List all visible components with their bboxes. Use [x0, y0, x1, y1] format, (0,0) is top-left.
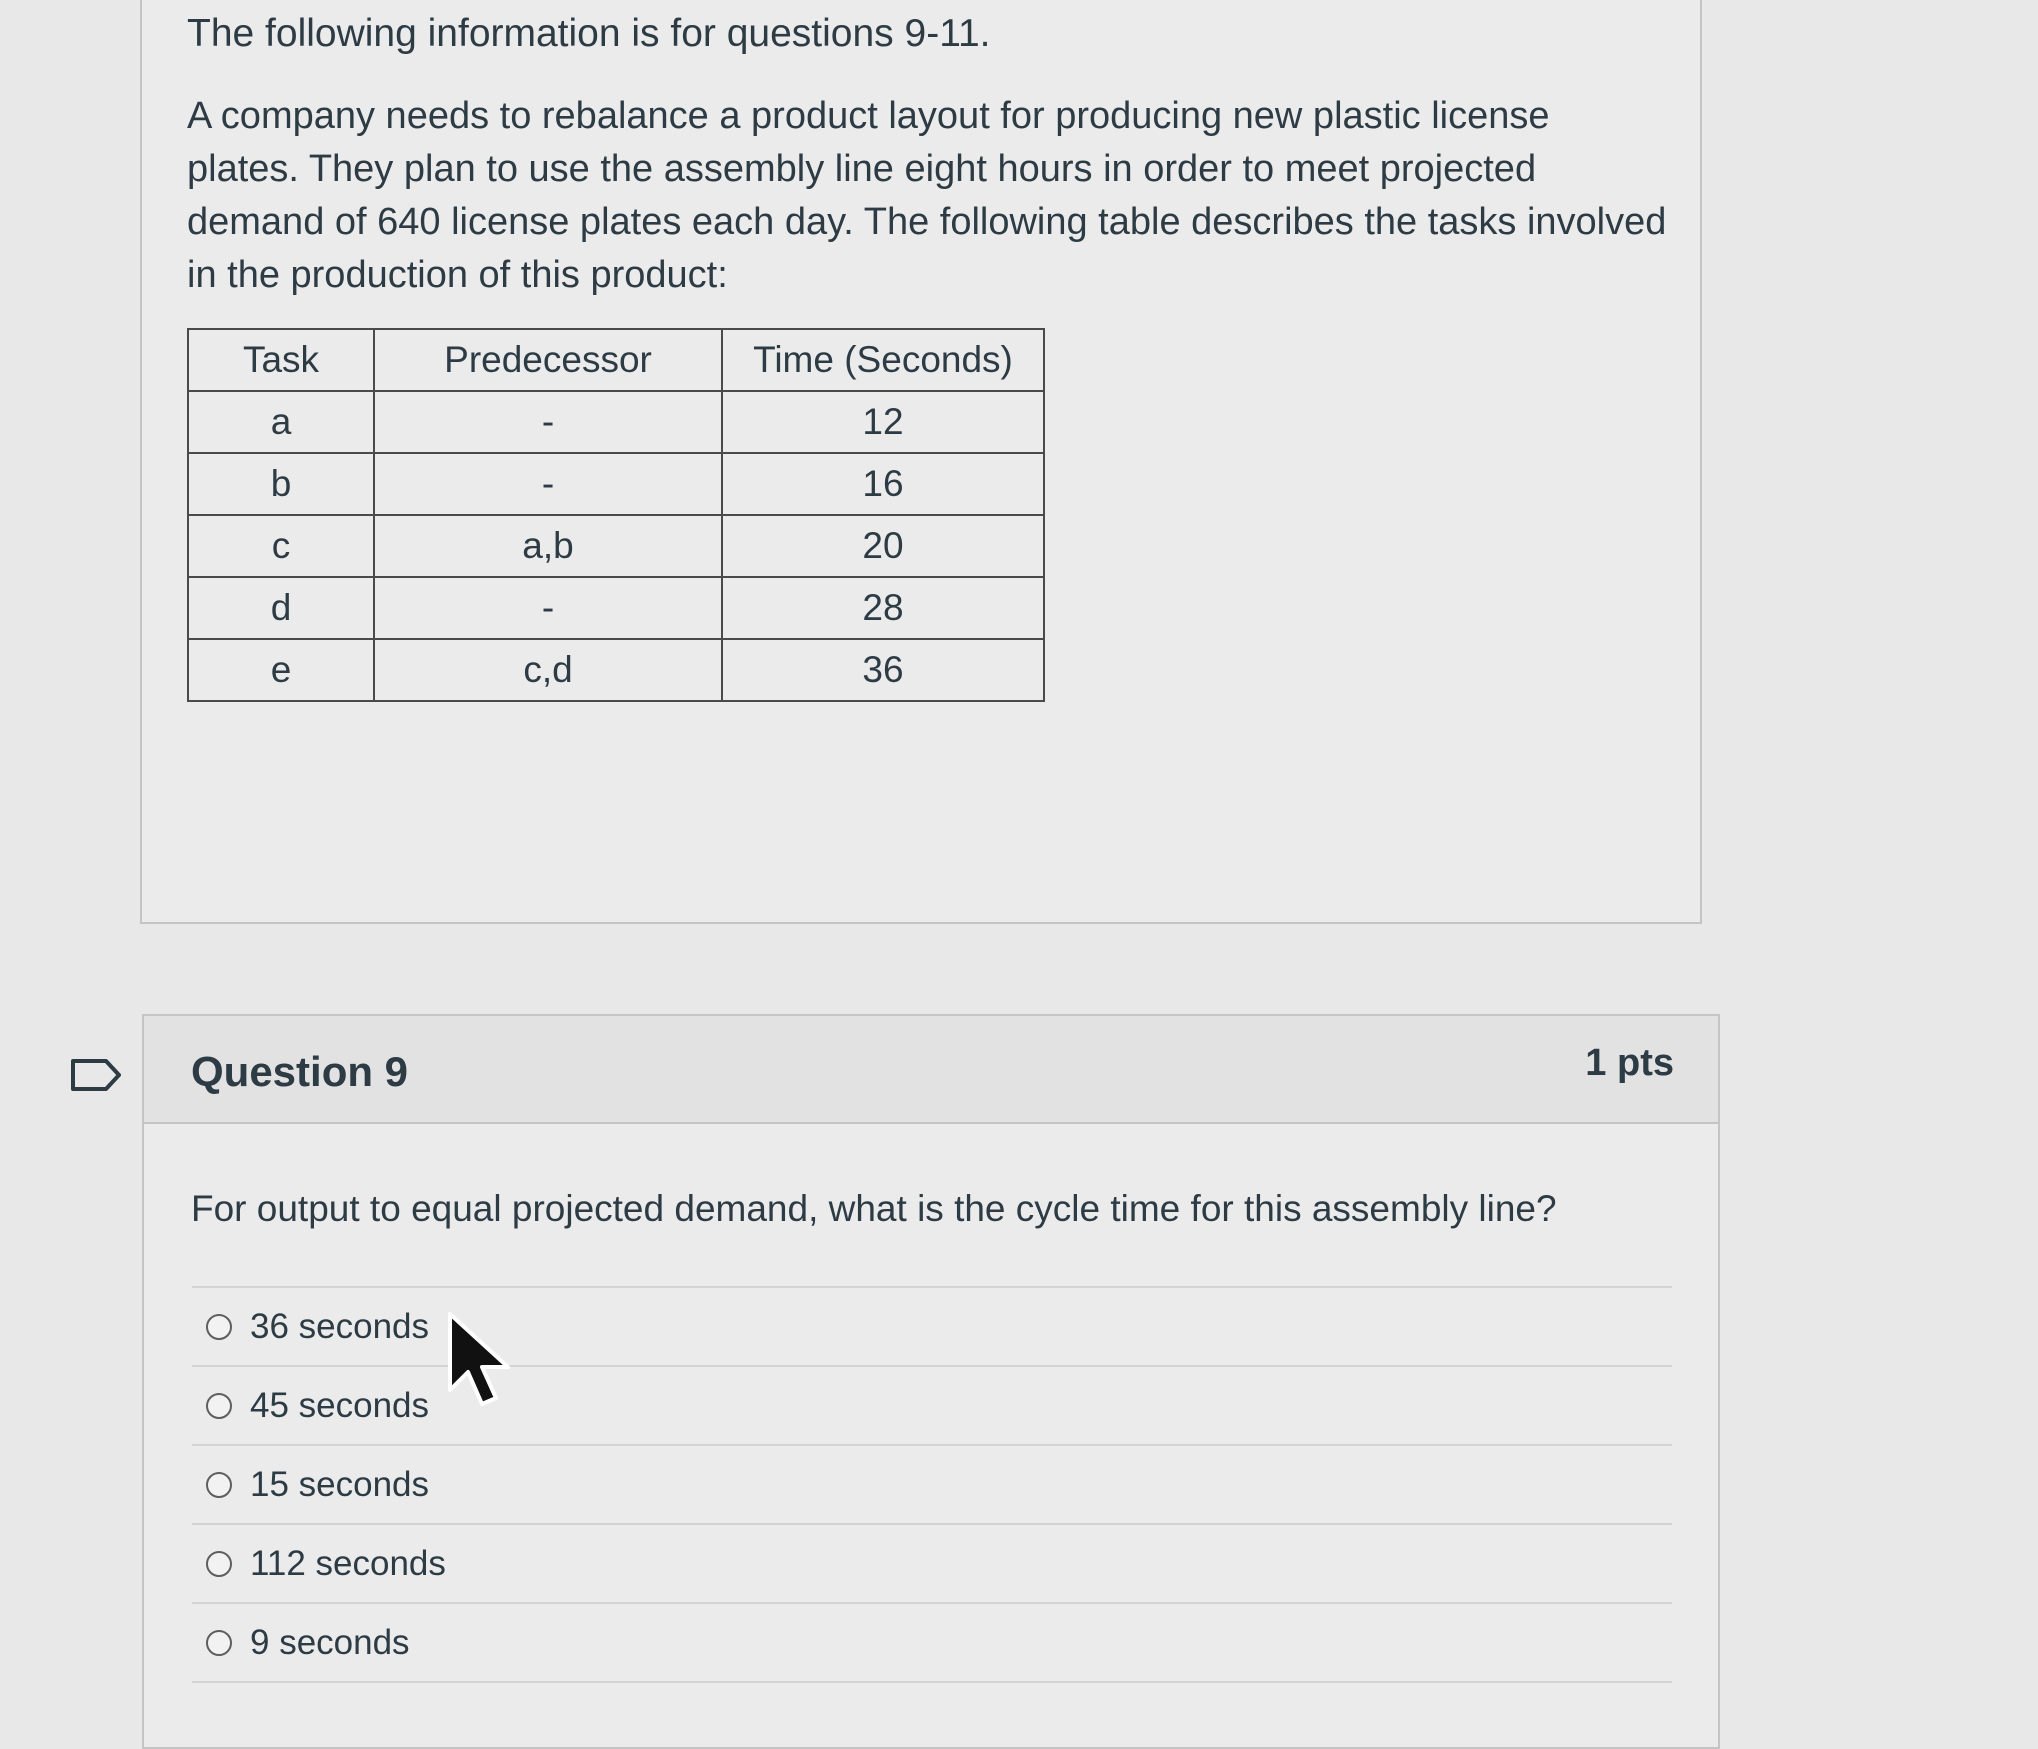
answer-label: 36 seconds [250, 1306, 430, 1346]
radio-button[interactable] [206, 1630, 232, 1656]
radio-button[interactable] [206, 1393, 232, 1419]
question-header [144, 1016, 1718, 1124]
table-cell-time: 36 [722, 639, 1044, 701]
table-header-row [188, 329, 1044, 391]
answer-label: 112 seconds [250, 1543, 446, 1583]
stimulus-panel [140, 0, 1702, 924]
stimulus-intro: The following information is for questions 9-11. [187, 12, 991, 55]
table-row [188, 639, 1044, 701]
task-table [187, 328, 1045, 702]
table-header-task: Task [188, 329, 374, 391]
answer-option[interactable] [192, 1288, 1672, 1367]
answer-option[interactable] [192, 1446, 1672, 1525]
answer-list [192, 1286, 1672, 1683]
question-panel [142, 1014, 1720, 1749]
table-cell-task: b [188, 453, 374, 515]
table-cell-time: 12 [722, 391, 1044, 453]
table-cell-task: c [188, 515, 374, 577]
radio-button[interactable] [206, 1314, 232, 1340]
table-header-time: Time (Seconds) [722, 329, 1044, 391]
cursor-arrow-icon [446, 1312, 512, 1408]
table-cell-predecessor: - [374, 391, 722, 453]
table-cell-predecessor: a,b [374, 515, 722, 577]
answer-option[interactable] [192, 1525, 1672, 1604]
table-cell-predecessor: - [374, 577, 722, 639]
question-title: Question 9 [191, 1048, 409, 1095]
flag-icon[interactable] [70, 1058, 122, 1092]
question-points: 1 pts [1585, 1042, 1674, 1084]
answer-label: 45 seconds [250, 1385, 430, 1425]
answer-label: 9 seconds [250, 1622, 410, 1662]
radio-button[interactable] [206, 1472, 232, 1498]
table-cell-time: 28 [722, 577, 1044, 639]
answer-option[interactable] [192, 1367, 1672, 1446]
table-row [188, 577, 1044, 639]
table-cell-time: 20 [722, 515, 1044, 577]
table-row [188, 515, 1044, 577]
stimulus-paragraph: A company needs to rebalance a product layout for producing new plastic license plates. They plan to use the assembly line eight hours in order to meet projected demand of 640 license plates each day. The following table describes the tasks involved in the production of this product: [187, 95, 1667, 296]
table-cell-predecessor: - [374, 453, 722, 515]
table-row [188, 453, 1044, 515]
radio-button[interactable] [206, 1551, 232, 1577]
answer-label: 15 seconds [250, 1464, 430, 1504]
question-text: For output to equal projected demand, what is the cycle time for this assembly line? [191, 1188, 1557, 1229]
answer-option[interactable] [192, 1604, 1672, 1683]
table-cell-task: a [188, 391, 374, 453]
table-cell-time: 16 [722, 453, 1044, 515]
table-cell-task: d [188, 577, 374, 639]
table-cell-task: e [188, 639, 374, 701]
table-header-predecessor: Predecessor [374, 329, 722, 391]
table-cell-predecessor: c,d [374, 639, 722, 701]
table-row [188, 391, 1044, 453]
